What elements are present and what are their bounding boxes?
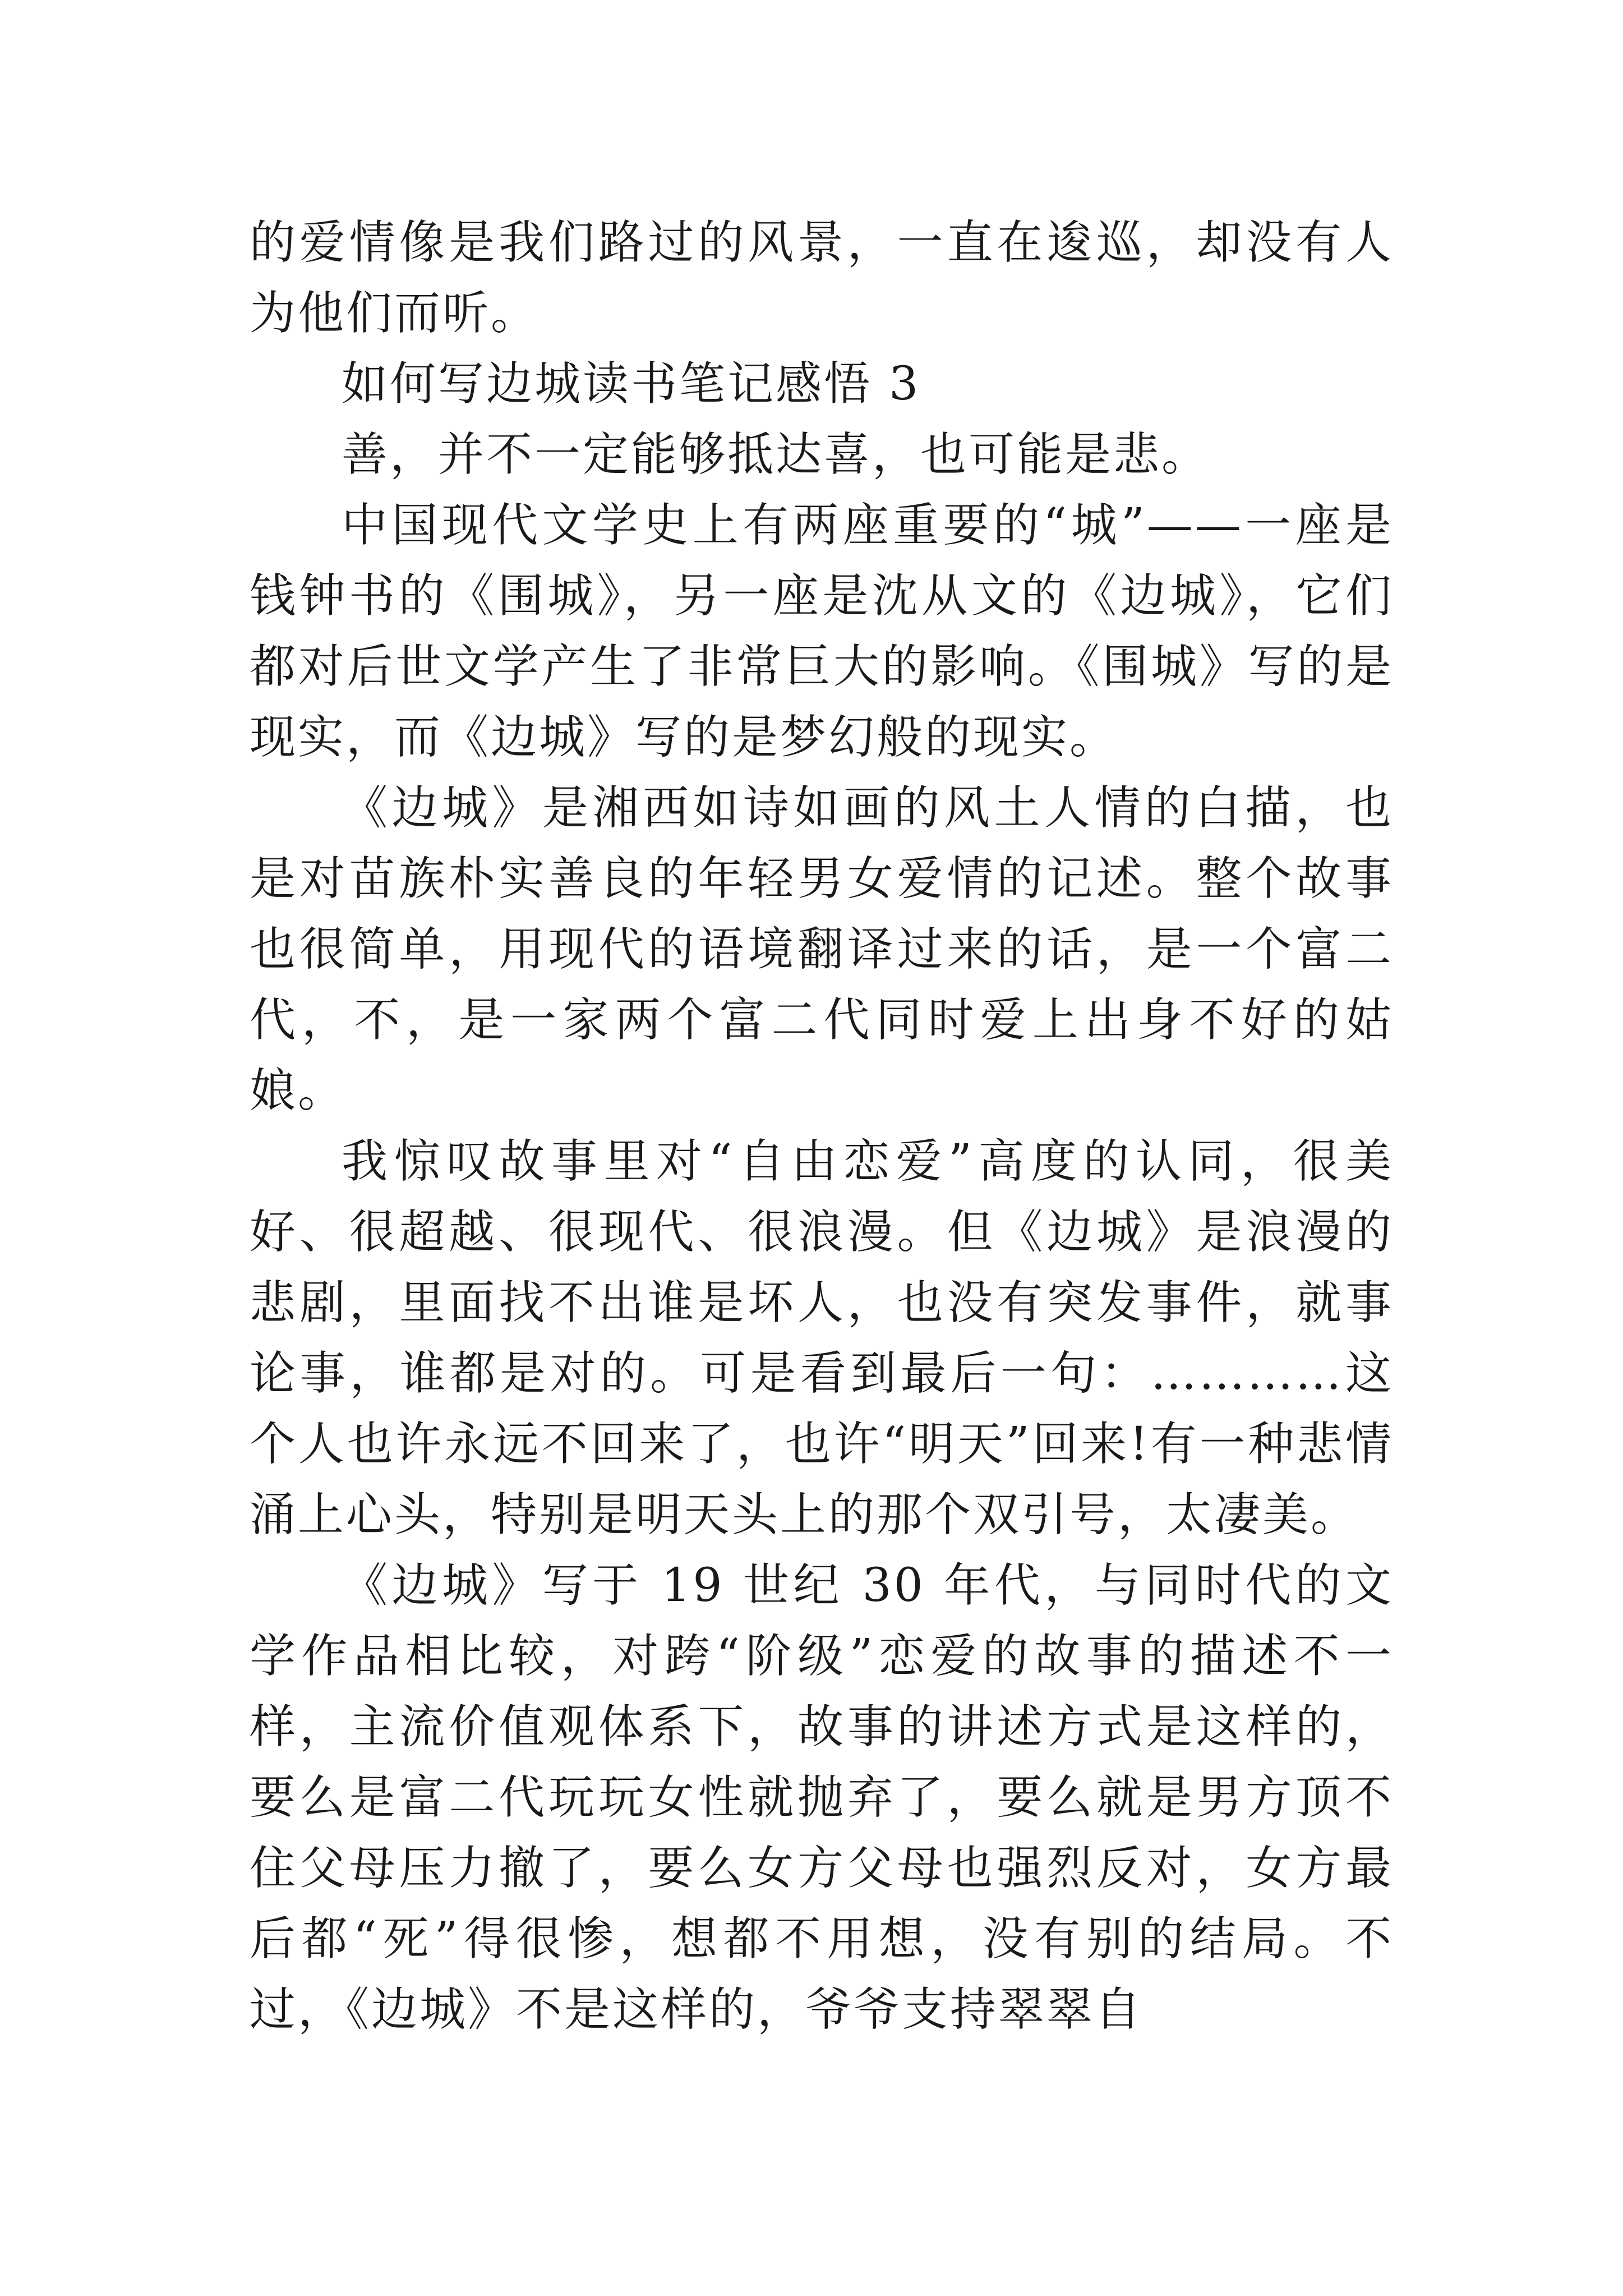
document-body — [250, 208, 1394, 2045]
paragraph: 《边城》是湘西如诗如画的风土人情的白描，也是对苗族朴实善良的年轻男女爱情的记述。整个故事也很简单，用现代的语境翻译过来的话，是一个富二代，不，是一家两个富二代同时爱上出身不好的姑娘。 — [250, 781, 1394, 1117]
section-heading: 如何写边城读书笔记感悟 3 — [342, 357, 921, 411]
paragraph: 中国现代文学史上有两座重要的“城”——一座是钱钟书的《围城》，另一座是沈从文的《边城》，它们都对后世文学产生了非常巨大的影响。《围城》写的是现实，而《边城》写的是梦幻般的现实。 — [250, 499, 1394, 764]
paragraph: 《边城》写于 19 世纪 30 年代，与同时代的文学作品相比较，对跨“阶级”恋爱的故事的描述不一样，主流价值观体系下，故事的讲述方式是这样的，要么是富二代玩玩女性就抛弃了，要么就是男方顶不住父母压力撤了，要么女方父母也强烈反对，女方最后都“死”得很惨，想都不用想，没有别的结局。不过，《边城》不是这样的，爷爷支持翠翠自 — [250, 1559, 1394, 2036]
paragraph: 我惊叹故事里对“自由恋爱”高度的认同，很美好、很超越、很现代、很浪漫。但《边城》是浪漫的悲剧，里面找不出谁是坏人，也没有突发事件，就事论事，谁都是对的。可是看到最后一句：…………这个人也许永远不回来了，也许“明天”回来!有一种悲情涌上心头，特别是明天头上的那个双引号，太凄美。 — [250, 1135, 1394, 1542]
paragraph-continuation: 的爱情像是我们路过的风景，一直在逡巡，却没有人为他们而听。 — [250, 216, 1394, 340]
paragraph: 善，并不一定能够抵达喜，也可能是悲。 — [342, 428, 1210, 481]
